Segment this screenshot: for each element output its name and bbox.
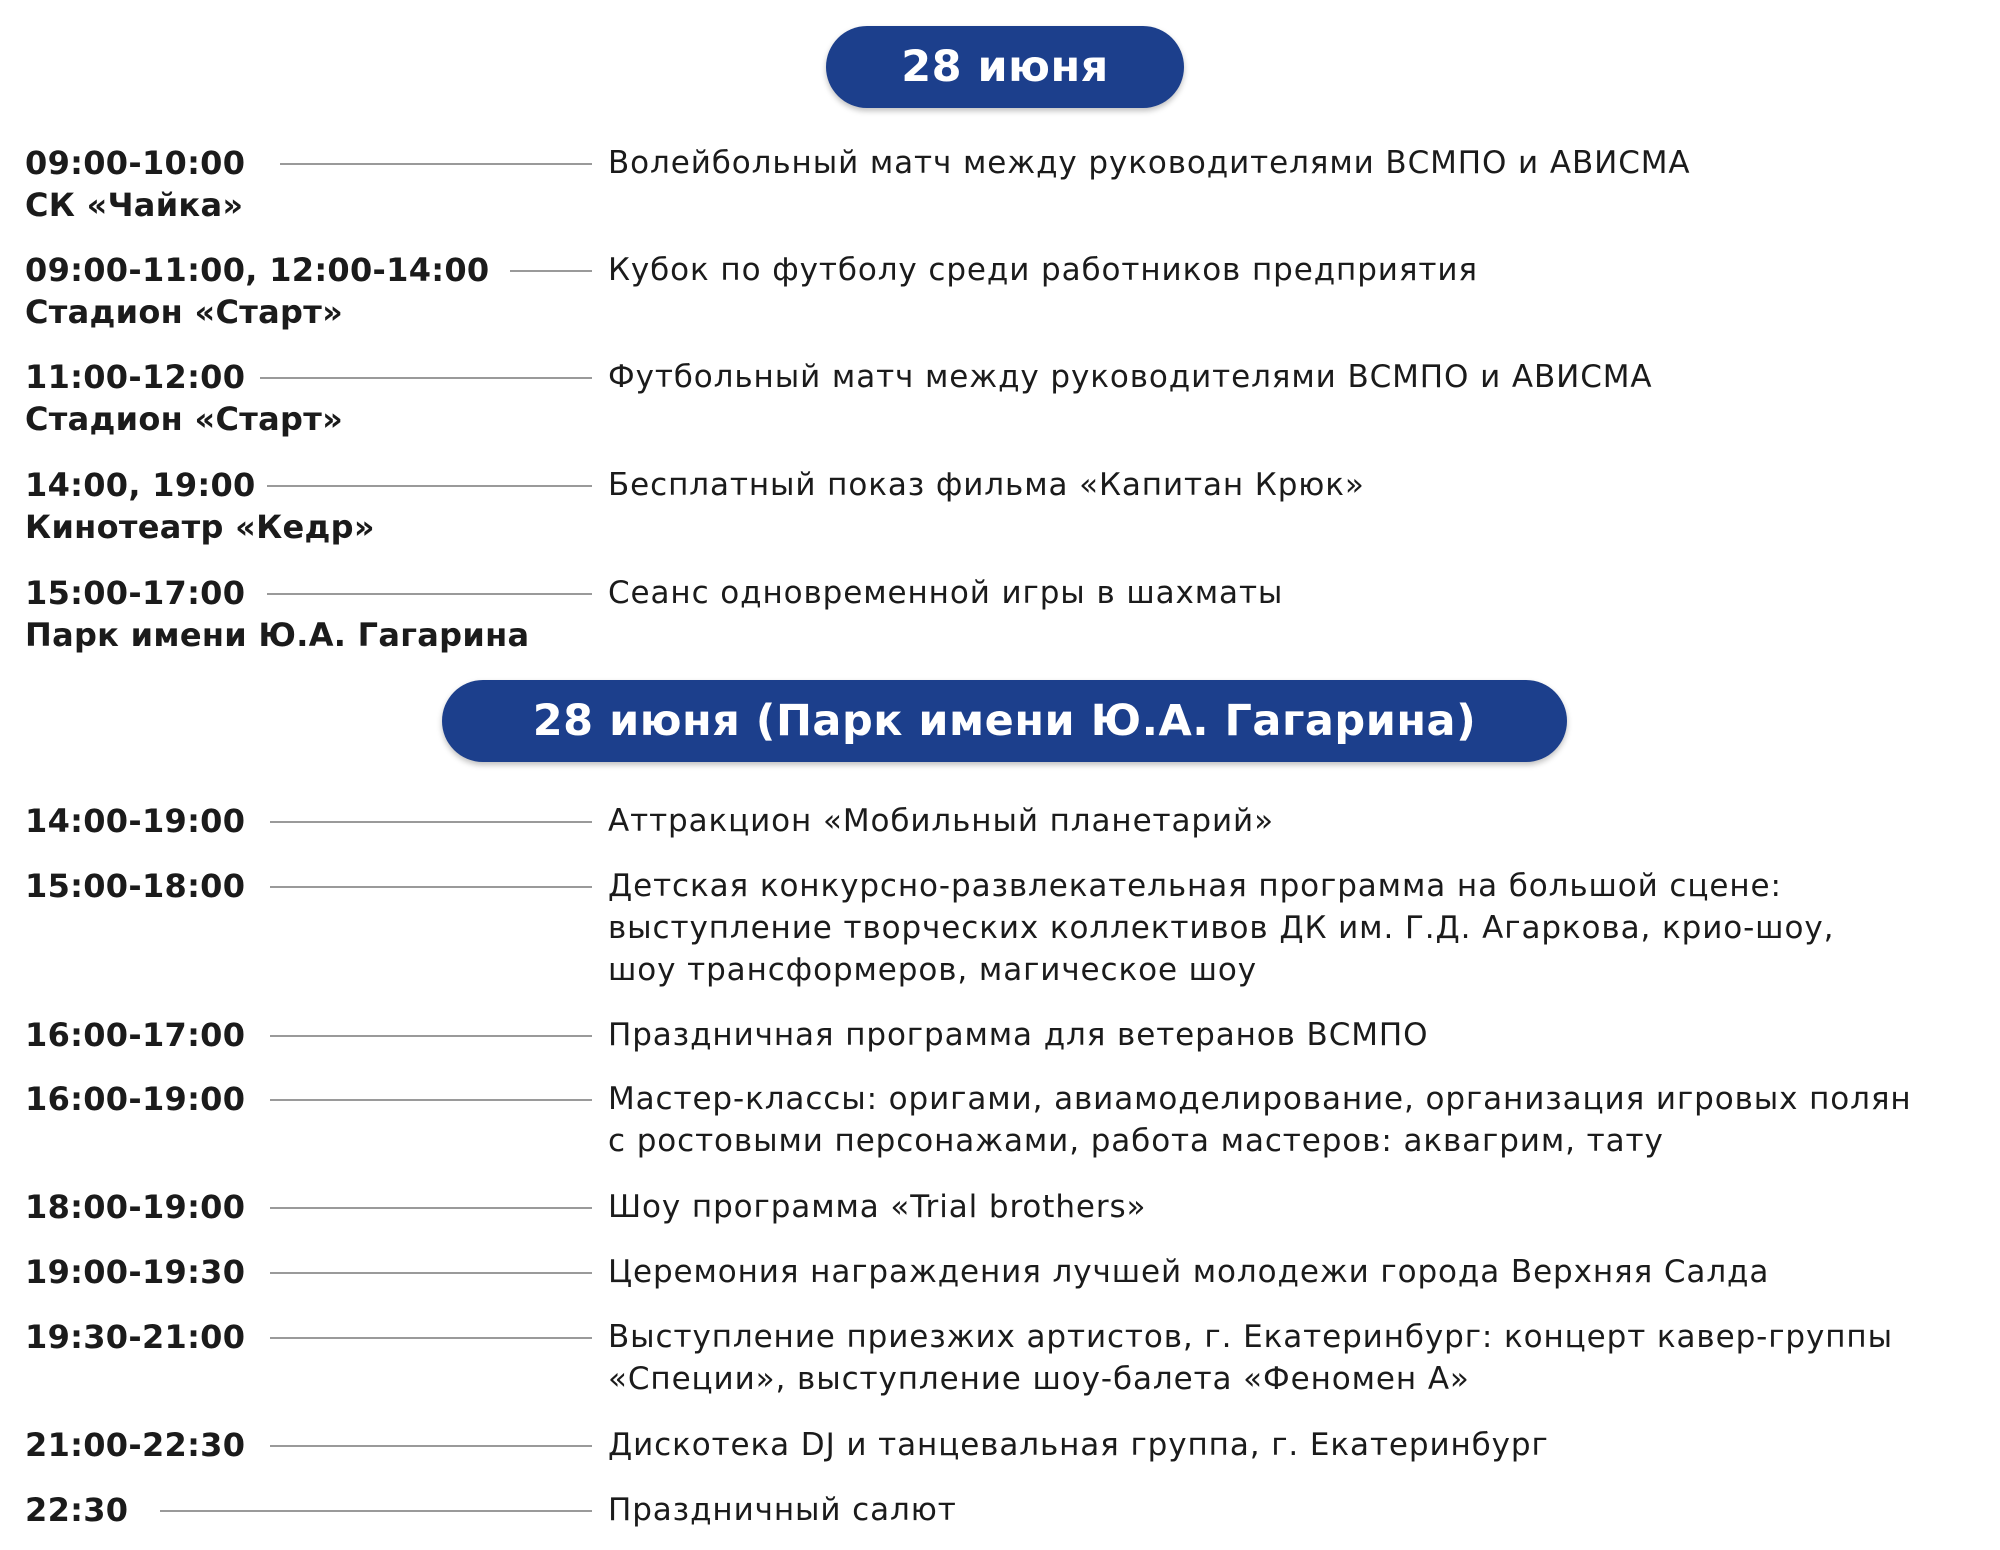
connector-line	[280, 163, 592, 165]
connector-line	[510, 270, 592, 272]
section-2-date-header: 28 июня (Парк имени Ю.А. Гагарина)	[442, 680, 1567, 762]
event-description: Бесплатный показ фильма «Капитан Крюк»	[608, 467, 1365, 503]
event-place: СК «Чайка»	[25, 186, 244, 224]
event-time: 16:00-17:00	[25, 1016, 246, 1054]
event-time: 16:00-19:00	[25, 1080, 246, 1118]
connector-line	[270, 886, 592, 888]
event-time: 18:00-19:00	[25, 1188, 246, 1226]
connector-line	[260, 377, 592, 379]
event-description: Кубок по футболу среди работников предприятия	[608, 252, 1478, 288]
event-time: 14:00-19:00	[25, 802, 246, 840]
connector-line	[267, 485, 592, 487]
event-time: 19:00-19:30	[25, 1253, 246, 1291]
event-time: 22:30	[25, 1491, 129, 1529]
event-description: Детская конкурсно-развлекательная программа на большой сцене: выступление творческих коллективов ДК им. Г.Д. Агаркова, крио-шоу, шоу трансформеров, магическое шоу	[608, 868, 1835, 988]
event-time: 15:00-18:00	[25, 867, 246, 905]
event-description: Выступление приезжих артистов, г. Екатеринбург: концерт кавер-группы «Специи», выступление шоу-балета «Феномен А»	[608, 1319, 1893, 1397]
event-place: Стадион «Старт»	[25, 400, 344, 438]
event-place: Парк имени Ю.А. Гагарина	[25, 616, 530, 654]
event-description: Футбольный матч между руководителями ВСМПО и АВИСМА	[608, 359, 1653, 395]
event-description: Сеанс одновременной игры в шахматы	[608, 575, 1284, 611]
event-description: Аттракцион «Мобильный планетарий»	[608, 803, 1274, 839]
event-time: 11:00-12:00	[25, 358, 246, 396]
connector-line	[270, 1207, 592, 1209]
event-place: Кинотеатр «Кедр»	[25, 508, 375, 546]
connector-line	[267, 593, 592, 595]
event-time: 15:00-17:00	[25, 574, 246, 612]
event-description: Волейбольный матч между руководителями ВСМПО и АВИСМА	[608, 145, 1691, 181]
event-description: Праздничная программа для ветеранов ВСМПО	[608, 1017, 1429, 1053]
event-description: Мастер-классы: оригами, авиамоделирование, организация игровых полян с ростовыми персонажами, работа мастеров: аквагрим, тату	[608, 1081, 1912, 1159]
event-description: Дискотека DJ и танцевальная группа, г. Екатеринбург	[608, 1427, 1549, 1463]
connector-line	[270, 821, 592, 823]
event-time: 19:30-21:00	[25, 1318, 246, 1356]
connector-line	[270, 1337, 592, 1339]
section-1-date-header: 28 июня	[826, 26, 1184, 108]
event-time: 09:00-11:00, 12:00-14:00	[25, 251, 490, 289]
event-time: 14:00, 19:00	[25, 466, 256, 504]
connector-line	[270, 1272, 592, 1274]
event-time: 09:00-10:00	[25, 144, 246, 182]
event-description: Церемония награждения лучшей молодежи города Верхняя Салда	[608, 1254, 1770, 1290]
event-time: 21:00-22:30	[25, 1426, 246, 1464]
connector-line	[160, 1510, 592, 1512]
event-place: Стадион «Старт»	[25, 293, 344, 331]
connector-line	[270, 1445, 592, 1447]
connector-line	[270, 1035, 592, 1037]
event-description: Шоу программа «Trial brothers»	[608, 1189, 1147, 1225]
connector-line	[270, 1099, 592, 1101]
event-description: Праздничный салют	[608, 1492, 957, 1528]
